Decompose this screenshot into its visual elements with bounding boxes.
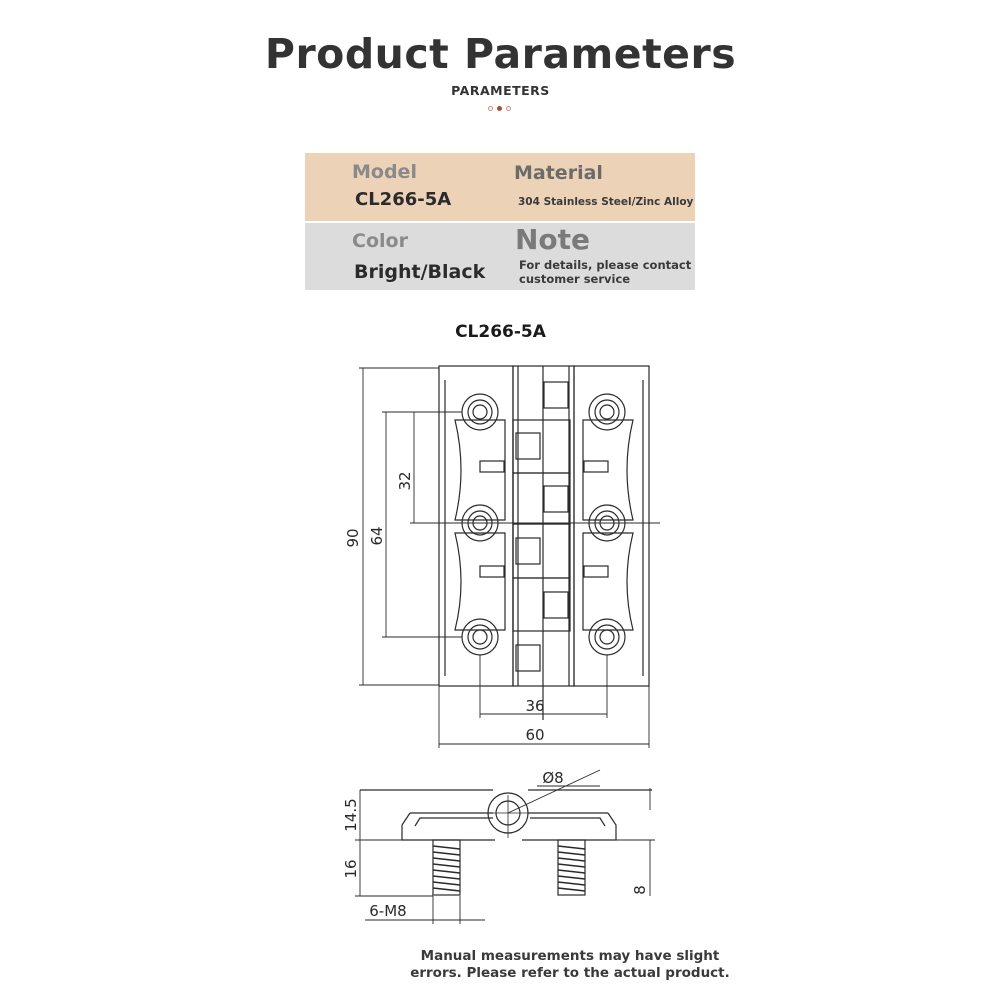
color-label: Color bbox=[352, 230, 408, 252]
dim-36-label: 36 bbox=[525, 697, 545, 715]
disclaimer-line-2: errors. Please refer to the actual product. bbox=[410, 965, 730, 981]
disclaimer-line-1: Manual measurements may have slight bbox=[420, 948, 720, 964]
right-leaf-outline bbox=[574, 366, 649, 686]
note-label: Note bbox=[515, 223, 591, 256]
dim-32-label: 32 bbox=[396, 471, 414, 491]
page-title: Product Parameters bbox=[264, 30, 737, 78]
dim-14-5-label: 14.5 bbox=[342, 798, 360, 832]
dim-60-label: 60 bbox=[525, 726, 545, 744]
dim-diameter-label: Ø8 bbox=[542, 769, 564, 787]
note-line-1: For details, please contact bbox=[519, 258, 692, 272]
note-line-2: customer service bbox=[519, 272, 631, 286]
material-value: 304 Stainless Steel/Zinc Alloy bbox=[518, 196, 694, 208]
material-label: Material bbox=[514, 162, 603, 184]
page-subtitle: PARAMETERS bbox=[451, 83, 550, 98]
dim-64-label: 64 bbox=[368, 526, 386, 546]
left-leaf-outline bbox=[439, 366, 513, 686]
dim-8-label: 8 bbox=[631, 885, 649, 895]
drawing-title: CL266-5A bbox=[455, 322, 546, 342]
color-value: Bright/Black bbox=[354, 261, 486, 283]
dim-16-label: 16 bbox=[342, 859, 360, 879]
dim-90-label: 90 bbox=[344, 528, 362, 548]
model-value: CL266-5A bbox=[355, 189, 452, 210]
model-label: Model bbox=[352, 161, 417, 183]
disclaimer bbox=[400, 948, 740, 982]
screw-spec-label: 6-M8 bbox=[369, 902, 407, 920]
